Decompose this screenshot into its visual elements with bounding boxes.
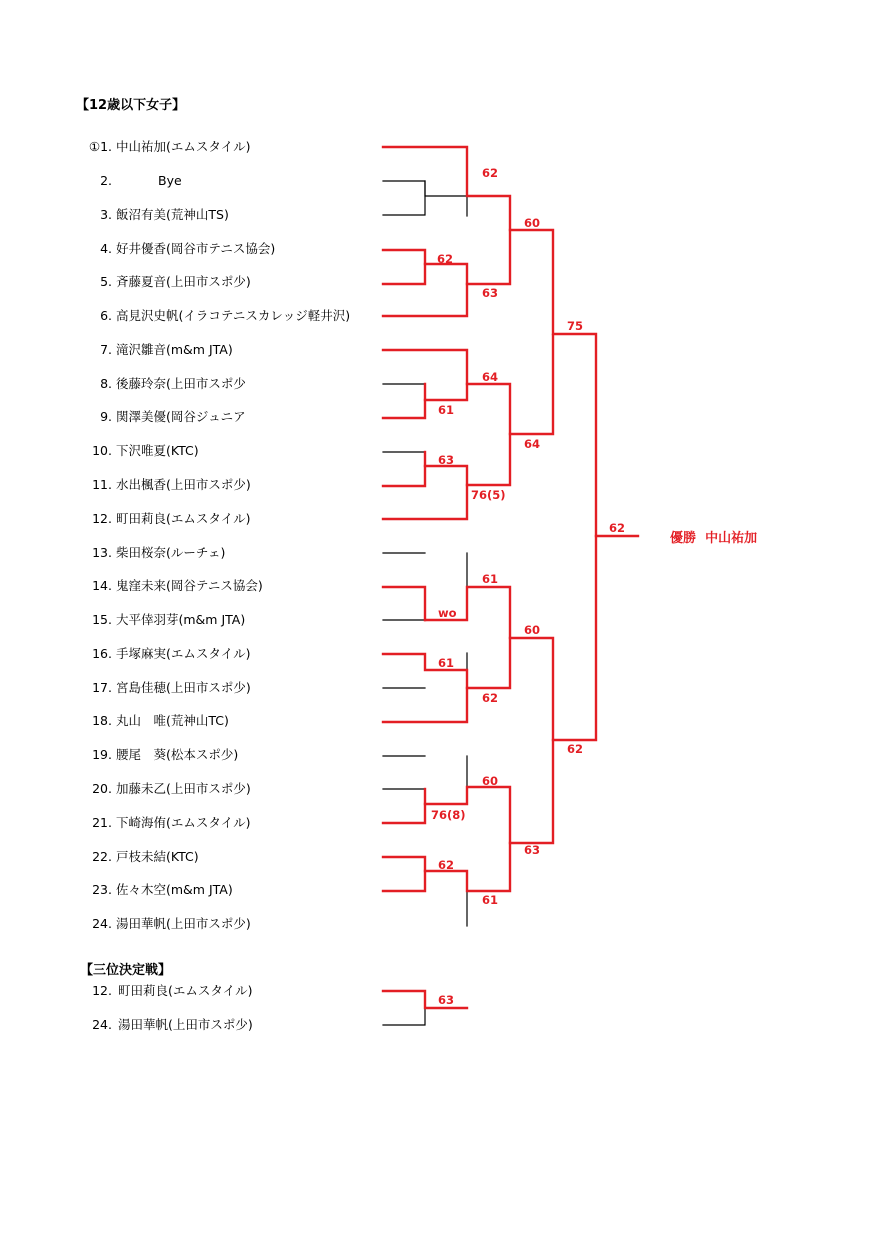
- player-number: 11.: [92, 477, 112, 492]
- champion-name: 中山祐加: [705, 531, 758, 546]
- score-r1-c: 61: [438, 403, 455, 417]
- player-name: 好井優香(岡谷市テニス協会): [116, 241, 276, 256]
- score-r1-b: 62: [437, 252, 454, 266]
- third-place-title: 【三位決定戦】: [80, 963, 172, 978]
- player-name: 佐々木空(m&m JTA): [116, 882, 233, 897]
- player-number: 19.: [92, 747, 112, 762]
- score-r1-d: 63: [438, 453, 455, 467]
- score-r1-f: 61: [438, 656, 455, 670]
- player-name: 下崎海侑(エムスタイル): [116, 815, 251, 830]
- player-name: 丸山 唯(荒神山TC): [116, 713, 229, 728]
- score-r2-e: 61: [482, 572, 499, 586]
- player-number: 18.: [92, 713, 112, 728]
- player-number: 2.: [100, 173, 112, 188]
- score-final: 62: [609, 521, 626, 535]
- player-name: 腰尾 葵(松本スポ少): [116, 747, 239, 762]
- player-name: Bye: [158, 173, 182, 188]
- champion-label: [670, 527, 757, 546]
- player-name: 手塚麻実(エムスタイル): [116, 646, 251, 661]
- score-r1-h: 62: [438, 858, 455, 872]
- player-number: 15.: [92, 612, 112, 627]
- player-number: 3.: [100, 207, 112, 222]
- score-qf-d: 63: [524, 843, 541, 857]
- score-r1-a: 62: [482, 166, 499, 180]
- player-name: 鬼窪未来(岡谷テニス協会): [116, 578, 263, 593]
- score-r2-c: 64: [482, 370, 499, 384]
- score-sf-a: 75: [567, 319, 584, 333]
- player-name: 大平倖羽芽(m&m JTA): [116, 612, 246, 627]
- player-name: 関澤美優(岡谷ジュニア: [116, 409, 246, 424]
- player-number: 21.: [92, 815, 112, 830]
- player-number: 14.: [92, 578, 112, 593]
- bracket-title: 【12歳以下女子】: [76, 98, 186, 113]
- player-number: 8.: [100, 376, 112, 391]
- score-r2-d: 76(5): [471, 488, 506, 502]
- player-number: 10.: [92, 443, 112, 458]
- player-number: 4.: [100, 241, 112, 256]
- player-name: 加藤未乙(上田市スポ少): [116, 781, 251, 796]
- player-number: ①1.: [88, 139, 112, 154]
- score-r2-h: 61: [482, 893, 499, 907]
- score-third-place: 63: [438, 993, 455, 1007]
- player-number: 23.: [92, 882, 112, 897]
- player-name: 斉藤夏音(上田市スポ少): [116, 274, 251, 289]
- score-sf-b: 62: [567, 742, 584, 756]
- player-number: 22.: [92, 849, 112, 864]
- player-name: 町田莉良(エムスタイル): [118, 983, 253, 998]
- player-name: 宮島佳穂(上田市スポ少): [116, 680, 251, 695]
- score-r1-e: wo: [438, 606, 457, 620]
- player-name: 下沢唯夏(KTC): [116, 443, 199, 458]
- score-r2-f: 62: [482, 691, 499, 705]
- player-number: 24.: [92, 916, 112, 931]
- player-number: 12.: [92, 983, 112, 998]
- player-name: 戸枝未結(KTC): [116, 849, 199, 864]
- player-name: 高見沢史帆(イラコテニスカレッジ軽井沢): [116, 308, 351, 323]
- player-number: 13.: [92, 545, 112, 560]
- score-r1-g: 76(8): [431, 808, 466, 822]
- player-name: 中山祐加(エムスタイル): [116, 139, 251, 154]
- player-number: 5.: [100, 274, 112, 289]
- player-number: 12.: [92, 511, 112, 526]
- player-number: 9.: [100, 409, 112, 424]
- score-qf-c: 60: [524, 623, 541, 637]
- player-number: 16.: [92, 646, 112, 661]
- player-name: 水出楓香(上田市スポ少): [116, 477, 251, 492]
- player-name: 飯沼有美(荒神山TS): [116, 207, 229, 222]
- player-name: 湯田華帆(上田市スポ少): [116, 916, 251, 931]
- player-name: 後藤玲奈(上田市スポ少: [116, 376, 246, 391]
- player-name: 柴田桜奈(ルーチェ): [116, 545, 226, 560]
- score-qf-b: 64: [524, 437, 541, 451]
- player-name: 湯田華帆(上田市スポ少): [118, 1017, 253, 1032]
- player-number: 6.: [100, 308, 112, 323]
- score-qf-a: 60: [524, 216, 541, 230]
- score-r2-g: 60: [482, 774, 499, 788]
- player-number: 20.: [92, 781, 112, 796]
- score-r2-b: 63: [482, 286, 499, 300]
- player-number: 17.: [92, 680, 112, 695]
- player-number: 24.: [92, 1017, 112, 1032]
- player-name: 町田莉良(エムスタイル): [116, 511, 251, 526]
- player-number: 7.: [100, 342, 112, 357]
- player-name: 滝沢雛音(m&m JTA): [116, 342, 233, 357]
- winner-lines: [383, 147, 638, 1008]
- champion-title: 優勝: [670, 531, 697, 546]
